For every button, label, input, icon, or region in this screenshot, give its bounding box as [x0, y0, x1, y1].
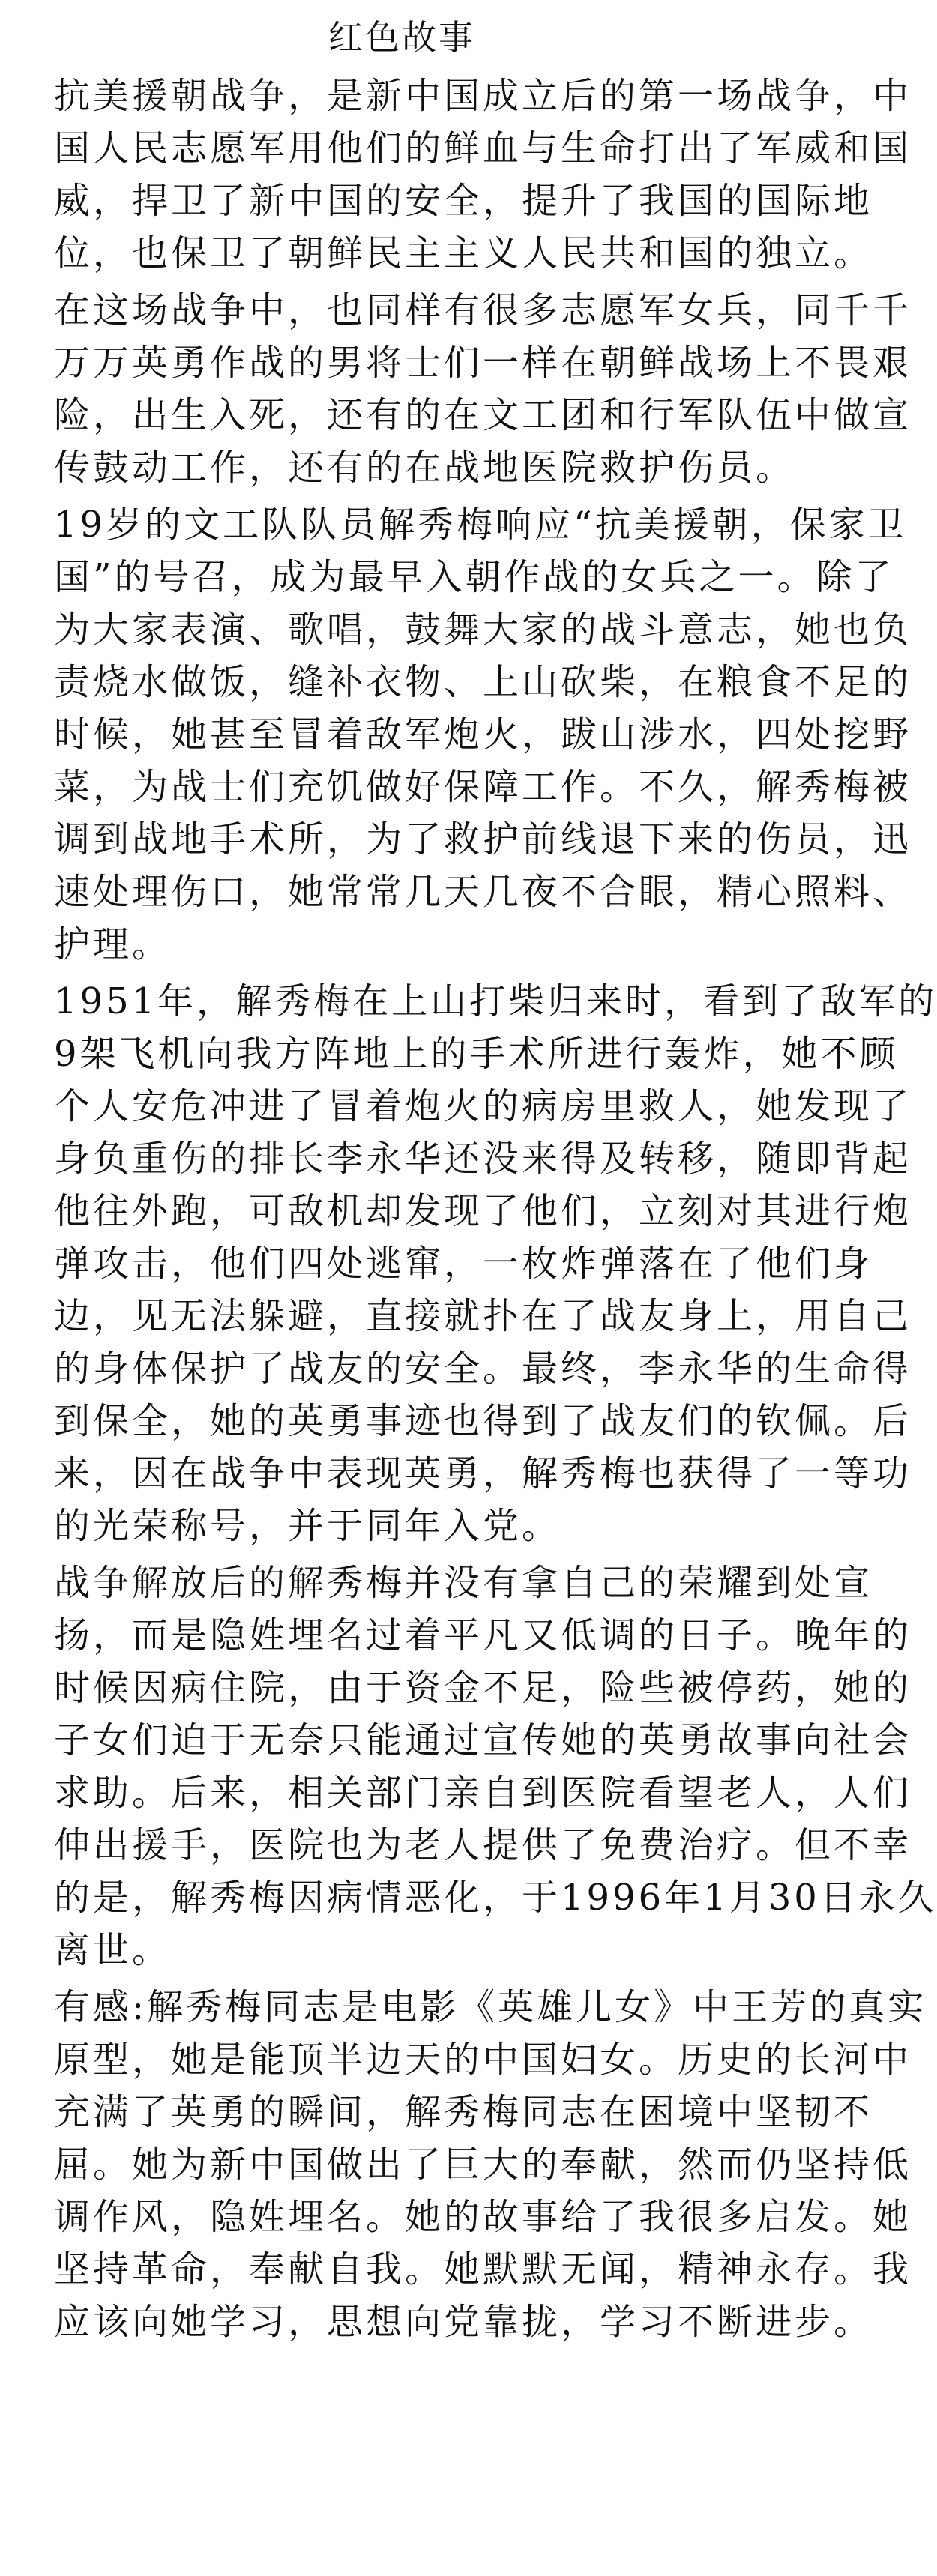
text-line: 位，也保卫了朝鲜民主主义人民共和国的独立。 [54, 232, 873, 274]
text-line: 原型，她是能顶半边天的中国妇女。历史的长河中 [54, 2039, 912, 2081]
text-line: 边，见无法躲避，直接就扑在了战友身上，用自己 [54, 1295, 912, 1337]
text-line: 万万英勇作战的男将士们一样在朝鲜战场上不畏艰 [54, 342, 912, 384]
text-line: 应该向她学习，思想向党靠拢，学习不断进步。 [54, 2301, 873, 2343]
text-line: 到保全，她的英勇事迹也得到了战友们的钦佩。后 [54, 1400, 912, 1442]
text-line: 在这场战争中，也同样有很多志愿军女兵，同千千 [54, 289, 912, 331]
text-line: 有感:解秀梅同志是电影《英雄儿女》中王芳的真实 [54, 1986, 927, 2028]
text-line: 求助。后来，相关部门亲自到医院看望老人，人们 [54, 1772, 912, 1814]
text-line: 坚持革命，奉献自我。她默默无闻，精神永存。我 [54, 2248, 912, 2290]
document-body [54, 72, 937, 2346]
paragraph [54, 1983, 927, 2346]
text-line: 19岁的文工队队员解秀梅响应“抗美援朝，保家卫 [54, 504, 907, 546]
text-line: 时候因病住院，由于资金不足，险些被停药，她的 [54, 1667, 912, 1709]
text-line: 的是，解秀梅因病情恶化，于1996年1月30日永久 [54, 1877, 937, 1919]
text-line: 调作风，隐姓埋名。她的故事给了我很多启发。她 [54, 2196, 912, 2238]
text-line: 扬，而是隐姓埋名过着平凡又低调的日子。晚年的 [54, 1614, 912, 1656]
text-line: 来，因在战争中表现英勇，解秀梅也获得了一等功 [54, 1453, 912, 1494]
paragraph [54, 286, 912, 492]
text-line: 险，出生入死，还有的在文工团和行军队伍中做宣 [54, 394, 912, 436]
text-line: 9架飞机向我方阵地上的手术所进行轰炸，她不顾 [54, 1033, 899, 1075]
text-line: 速处理伤口，她常常几天几夜不合眼，精心照料、 [54, 871, 912, 913]
paragraph [54, 72, 912, 277]
text-line: 传鼓动工作，还有的在战地医院救护伤员。 [54, 447, 795, 489]
text-line: 战争解放后的解秀梅并没有拿自己的荣耀到处宣 [54, 1562, 873, 1604]
paragraph [54, 1559, 937, 1974]
text-line: 国”的号召，成为最早入朝作战的女兵之一。除了 [54, 556, 894, 598]
text-line: 调到战地手术所，为了救护前线退下来的伤员，迅 [54, 818, 912, 860]
text-line: 抗美援朝战争，是新中国成立后的第一场战争，中 [54, 75, 912, 117]
paragraph [54, 977, 937, 1550]
paragraph [54, 501, 912, 968]
text-line: 个人安危冲进了冒着炮火的病房里救人，她发现了 [54, 1085, 912, 1127]
text-line: 护理。 [54, 923, 172, 965]
text-line: 他往外跑，可敌机却发现了他们，立刻对其进行炮 [54, 1190, 912, 1232]
text-line: 离世。 [54, 1929, 172, 1971]
text-line: 伸出援手，医院也为老人提供了免费治疗。但不幸 [54, 1824, 912, 1866]
document-title: 红色故事 [328, 17, 475, 58]
text-line: 身负重伤的排长李永华还没来得及转移，随即背起 [54, 1138, 912, 1180]
text-line: 屈。她为新中国做出了巨大的奉献，然而仍坚持低 [54, 2144, 912, 2186]
text-line: 充满了英勇的瞬间，解秀梅同志在困境中坚韧不 [54, 2091, 873, 2133]
text-line: 弹攻击，他们四处逃窜，一枚炸弹落在了他们身 [54, 1243, 873, 1285]
text-line: 国人民志愿军用他们的鲜血与生命打出了军威和国 [54, 127, 912, 169]
text-line: 的身体保护了战友的安全。最终，李永华的生命得 [54, 1348, 912, 1390]
text-line: 责烧水做饭，缝补衣物、上山砍柴，在粮食不足的 [54, 661, 912, 703]
text-line: 为大家表演、歌唱，鼓舞大家的战斗意志，她也负 [54, 609, 912, 651]
text-line: 威，捍卫了新中国的安全，提升了我国的国际地 [54, 180, 873, 222]
text-line: 1951年，解秀梅在上山打柴归来时，看到了敌军的 [54, 980, 937, 1022]
text-line: 时候，她甚至冒着敌军炮火，跋山涉水，四处挖野 [54, 714, 912, 755]
text-line: 子女们迫于无奈只能通过宣传她的英勇故事向社会 [54, 1719, 912, 1761]
text-line: 的光荣称号，并于同年入党。 [54, 1505, 561, 1547]
text-line: 菜，为战士们充饥做好保障工作。不久，解秀梅被 [54, 766, 912, 808]
